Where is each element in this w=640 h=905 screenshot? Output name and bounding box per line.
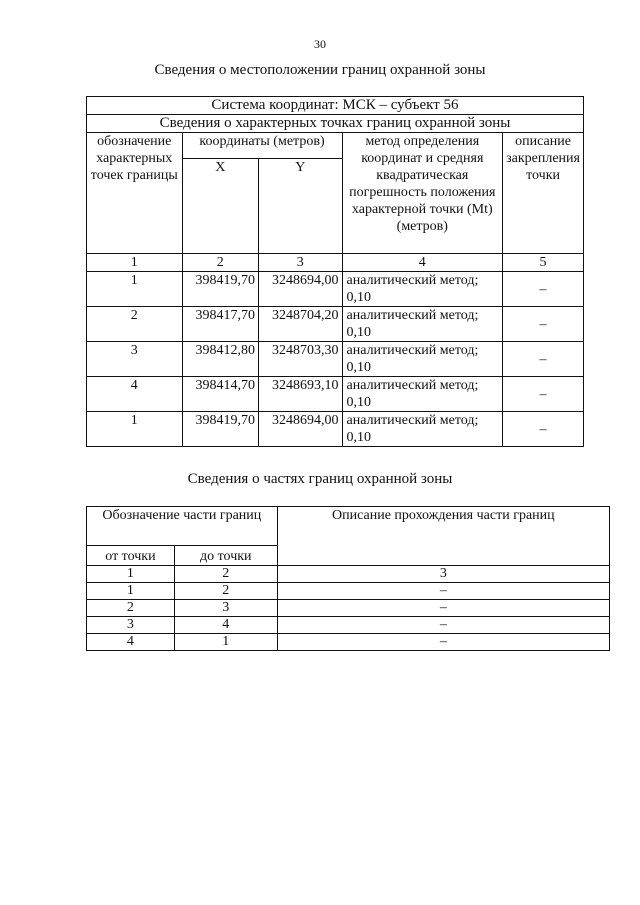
table-row: [87, 634, 610, 651]
column-number-1: 1: [87, 254, 183, 272]
column-number-2: 2: [182, 254, 259, 272]
coord-y: 3248704,20: [259, 307, 343, 342]
to-point: 1: [174, 634, 277, 651]
coord-y: 3248703,30: [259, 342, 343, 377]
point-id: 3: [87, 342, 183, 377]
column-numbers-row: [87, 254, 584, 272]
to-point: 2: [174, 566, 277, 583]
point-id: 1: [87, 412, 183, 447]
table-row: [87, 342, 584, 377]
description: –: [503, 307, 584, 342]
table-subtitle-cell: Сведения о характерных точках границ охранной зоны: [87, 115, 584, 133]
coord-x: 398414,70: [182, 377, 259, 412]
from-point: 3: [87, 617, 175, 634]
coord-x: 398419,70: [182, 272, 259, 307]
point-id: 2: [87, 307, 183, 342]
column-number-4: 4: [342, 254, 503, 272]
to-point: 2: [174, 583, 277, 600]
coord-y: 3248694,00: [259, 412, 343, 447]
to-point: 4: [174, 617, 277, 634]
col-header-designation: обозначение характерных точек границы: [87, 133, 183, 254]
col-header-to: до точки: [174, 546, 277, 566]
coord-x: 398417,70: [182, 307, 259, 342]
description: –: [503, 412, 584, 447]
table-row: [87, 412, 584, 447]
description: –: [503, 342, 584, 377]
method: аналитический метод; 0,10: [342, 307, 503, 342]
col-header-part-description: Описание прохождения части границ: [277, 507, 609, 566]
coordinate-system-cell: Система координат: МСК – субъект 56: [87, 97, 584, 115]
method: аналитический метод; 0,10: [342, 412, 503, 447]
boundary-parts-table: [86, 506, 610, 651]
col-header-y: Y: [259, 159, 343, 254]
col-header-method: метод определения координат и средняя квадратическая погрешность положения характерной точки (Mt) (метров): [342, 133, 503, 254]
col-header-part: Обозначение части границ: [87, 507, 278, 546]
col-header-description: описание закрепления точки: [503, 133, 584, 254]
table-row: [87, 377, 584, 412]
table-row: [87, 566, 610, 583]
table-row: [87, 617, 610, 634]
table-row: [87, 600, 610, 617]
coord-y: 3248693,10: [259, 377, 343, 412]
table-row: [87, 583, 610, 600]
part-description: –: [277, 634, 609, 651]
part-description: –: [277, 617, 609, 634]
boundary-points-table: [86, 96, 584, 447]
column-number-3: 3: [259, 254, 343, 272]
to-point: 3: [174, 600, 277, 617]
description: –: [503, 377, 584, 412]
section-heading-parts: Сведения о частях границ охранной зоны: [187, 471, 453, 487]
method: аналитический метод; 0,10: [342, 272, 503, 307]
description: –: [503, 272, 584, 307]
section-heading-location: Сведения о местоположении границ охранной зоны: [154, 62, 486, 78]
col-header-from: от точки: [87, 546, 175, 566]
coord-y: 3248694,00: [259, 272, 343, 307]
from-point: 2: [87, 600, 175, 617]
from-point: 1: [87, 566, 175, 583]
method: аналитический метод; 0,10: [342, 342, 503, 377]
table-row: [87, 272, 584, 307]
method: аналитический метод; 0,10: [342, 377, 503, 412]
point-id: 4: [87, 377, 183, 412]
table-subtitle-row: [87, 115, 584, 133]
page-number: 30: [314, 37, 326, 51]
header-row: [87, 133, 584, 159]
part-description: –: [277, 600, 609, 617]
point-id: 1: [87, 272, 183, 307]
col-header-x: X: [182, 159, 259, 254]
part-description: –: [277, 583, 609, 600]
column-number-5: 5: [503, 254, 584, 272]
coord-x: 398412,80: [182, 342, 259, 377]
coord-x: 398419,70: [182, 412, 259, 447]
part-description: 3: [277, 566, 609, 583]
parts-header-row: [87, 507, 610, 546]
col-header-coordinates: координаты (метров): [182, 133, 342, 159]
from-point: 4: [87, 634, 175, 651]
table-row: [87, 307, 584, 342]
coordinate-system-row: [87, 97, 584, 115]
from-point: 1: [87, 583, 175, 600]
